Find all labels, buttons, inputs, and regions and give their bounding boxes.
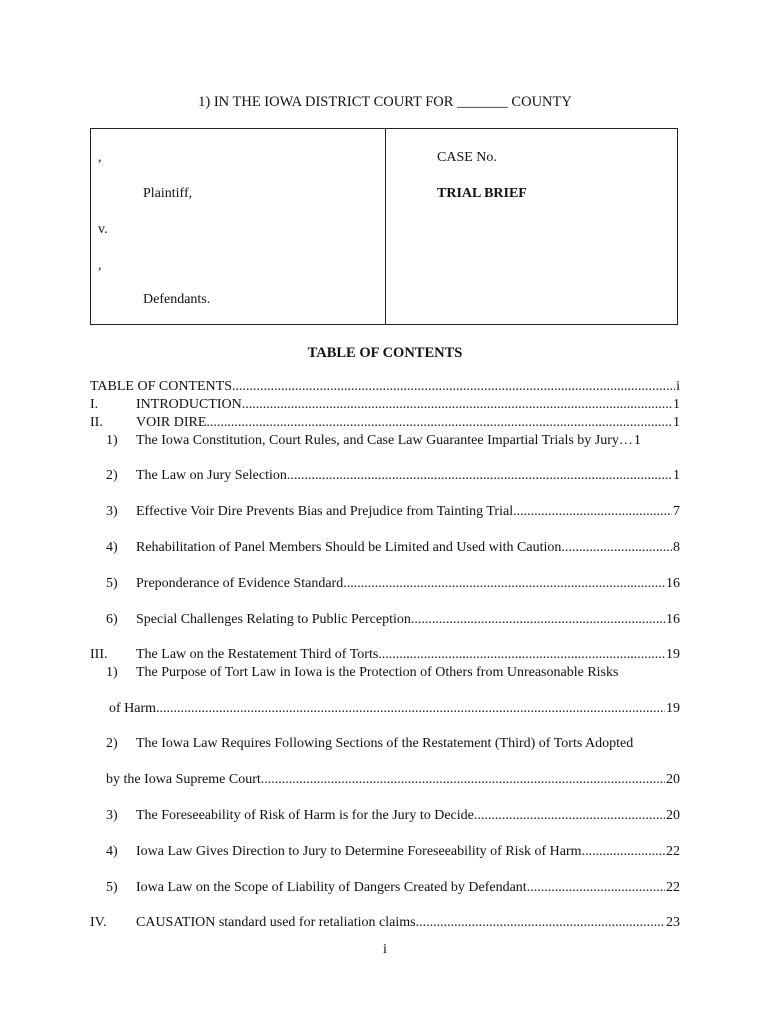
toc-entry[interactable]	[90, 378, 680, 396]
toc-entry-page: 23	[666, 915, 680, 930]
toc-entry-text: Iowa Law Gives Direction to Jury to Determine Foreseeability of Risk of Harm	[136, 844, 582, 859]
toc-entry-number: I.	[90, 397, 99, 412]
toc-entry-number: III.	[90, 647, 108, 662]
toc-entry-page: 19	[666, 701, 680, 716]
toc-entry-page: 20	[666, 808, 680, 823]
toc-entry[interactable]	[106, 843, 680, 861]
toc-entry-page: 1	[633, 433, 641, 448]
plaintiff-label: Plaintiff,	[143, 186, 193, 201]
toc-leader-dots	[206, 414, 672, 432]
toc-entry-page: 1	[673, 397, 680, 412]
toc-entry-page: 16	[666, 576, 680, 591]
toc-entry-text: by the Iowa Supreme Court	[106, 772, 261, 787]
toc-entry-text: of Harm	[109, 701, 157, 716]
defendant-label: Defendants.	[143, 292, 211, 307]
toc-entry-text: The Foreseeability of Risk of Harm is for the Jury to Decide	[136, 808, 474, 823]
toc-entry[interactable]	[106, 611, 680, 629]
caption-divider	[385, 129, 386, 324]
toc-entry-text: TABLE OF CONTENTS	[90, 379, 232, 394]
toc-leader-dots	[582, 843, 665, 861]
versus-label: v.	[98, 222, 108, 237]
toc-entry[interactable]	[106, 467, 680, 485]
toc-entry[interactable]	[106, 879, 680, 897]
toc-entry-page: 16	[666, 612, 680, 627]
toc-entry-number: IV.	[90, 915, 107, 930]
toc-entry[interactable]	[90, 396, 680, 414]
toc-entry-page: 1	[673, 468, 680, 483]
toc-entry[interactable]	[106, 807, 680, 825]
toc-leader-dots	[474, 807, 665, 825]
toc-entry[interactable]	[106, 575, 680, 593]
toc-entry-page: 22	[666, 844, 680, 859]
toc-entry-page: i	[676, 379, 680, 394]
toc-leader-dots	[287, 467, 672, 485]
toc-entry-number: 4)	[106, 844, 118, 859]
toc-entry[interactable]	[90, 414, 680, 432]
toc-entry-number: 3)	[106, 504, 118, 519]
toc-entry-number: 1)	[106, 665, 118, 680]
toc-entry[interactable]	[90, 646, 680, 664]
toc-leader-dots	[261, 771, 665, 789]
toc-leader-dots	[411, 611, 665, 629]
toc-entry-page: 1	[673, 415, 680, 430]
toc-entry-number: 6)	[106, 612, 118, 627]
toc-entry-number: 5)	[106, 880, 118, 895]
toc-entry[interactable]	[109, 700, 680, 718]
toc-leader-dots	[378, 646, 665, 664]
toc-entry-page: 19	[666, 647, 680, 662]
case-caption-box	[90, 128, 678, 325]
toc-leader-dots	[343, 575, 665, 593]
toc-leader-dots	[156, 700, 665, 718]
toc-entry-number: 2)	[106, 736, 118, 751]
toc-entry-text: VOIR DIRE	[136, 415, 207, 430]
toc-entry-number: 3)	[106, 808, 118, 823]
toc-entry-text: The Law on Jury Selection	[136, 468, 287, 483]
toc-leader-dots	[416, 914, 665, 932]
toc-leader-dots	[513, 503, 672, 521]
toc-entry-page: 7	[673, 504, 680, 519]
toc-entry-number: 2)	[106, 468, 118, 483]
toc-entry-number: 1)	[106, 433, 118, 448]
toc-leader-dots	[530, 879, 665, 897]
toc-entry-page: 20	[666, 772, 680, 787]
case-number-label: CASE No.	[437, 150, 497, 165]
document-title: TRIAL BRIEF	[437, 186, 527, 201]
toc-entry-text: Effective Voir Dire Prevents Bias and Prejudice from Tainting Trial	[136, 504, 514, 519]
toc-entry[interactable]	[106, 503, 680, 521]
plaintiff-name: ,	[98, 150, 102, 165]
toc-entry-text[interactable]: The Purpose of Tort Law in Iowa is the Protection of Others from Unreasonable Risks	[136, 665, 619, 680]
toc-leader-dots	[232, 378, 675, 396]
toc-entry-number: II.	[90, 415, 103, 430]
toc-entry-text: INTRODUCTION	[136, 397, 242, 412]
toc-entry-text: Rehabilitation of Panel Members Should be Limited and Used with Caution	[136, 540, 562, 555]
toc-entry-text: Iowa Law on the Scope of Liability of Dangers Created by Defendant.	[136, 880, 531, 895]
toc-entry-text: The Law on the Restatement Third of Torts	[136, 647, 379, 662]
toc-entry-number: 4)	[106, 540, 118, 555]
toc-entry-page: 8	[673, 540, 680, 555]
toc-leader-dots	[242, 396, 672, 414]
toc-entry-text: Preponderance of Evidence Standard	[136, 576, 344, 591]
toc-entry-text: Special Challenges Relating to Public Perception	[136, 612, 411, 627]
court-heading: 1) IN THE IOWA DISTRICT COURT FOR _______ COUNTY	[198, 94, 572, 110]
defendant-name: ,	[98, 258, 102, 273]
toc-entry[interactable]	[106, 771, 680, 789]
toc-entry-page: 22	[666, 880, 680, 895]
toc-entry-number: 5)	[106, 576, 118, 591]
toc-entry[interactable]	[106, 432, 680, 450]
toc-leader-dots	[561, 539, 672, 557]
page-number: i	[383, 942, 387, 957]
toc-entry[interactable]	[90, 914, 680, 932]
toc-title: TABLE OF CONTENTS	[307, 345, 463, 361]
toc-entry[interactable]	[106, 539, 680, 557]
toc-entry-text[interactable]: The Iowa Law Requires Following Sections of the Restatement (Third) of Torts Adopted	[136, 736, 634, 751]
toc-entry-text: The Iowa Constitution, Court Rules, and Case Law Guarantee Impartial Trials by Jury…	[136, 433, 633, 448]
toc-entry-text: CAUSATION standard used for retaliation claims	[136, 915, 416, 930]
